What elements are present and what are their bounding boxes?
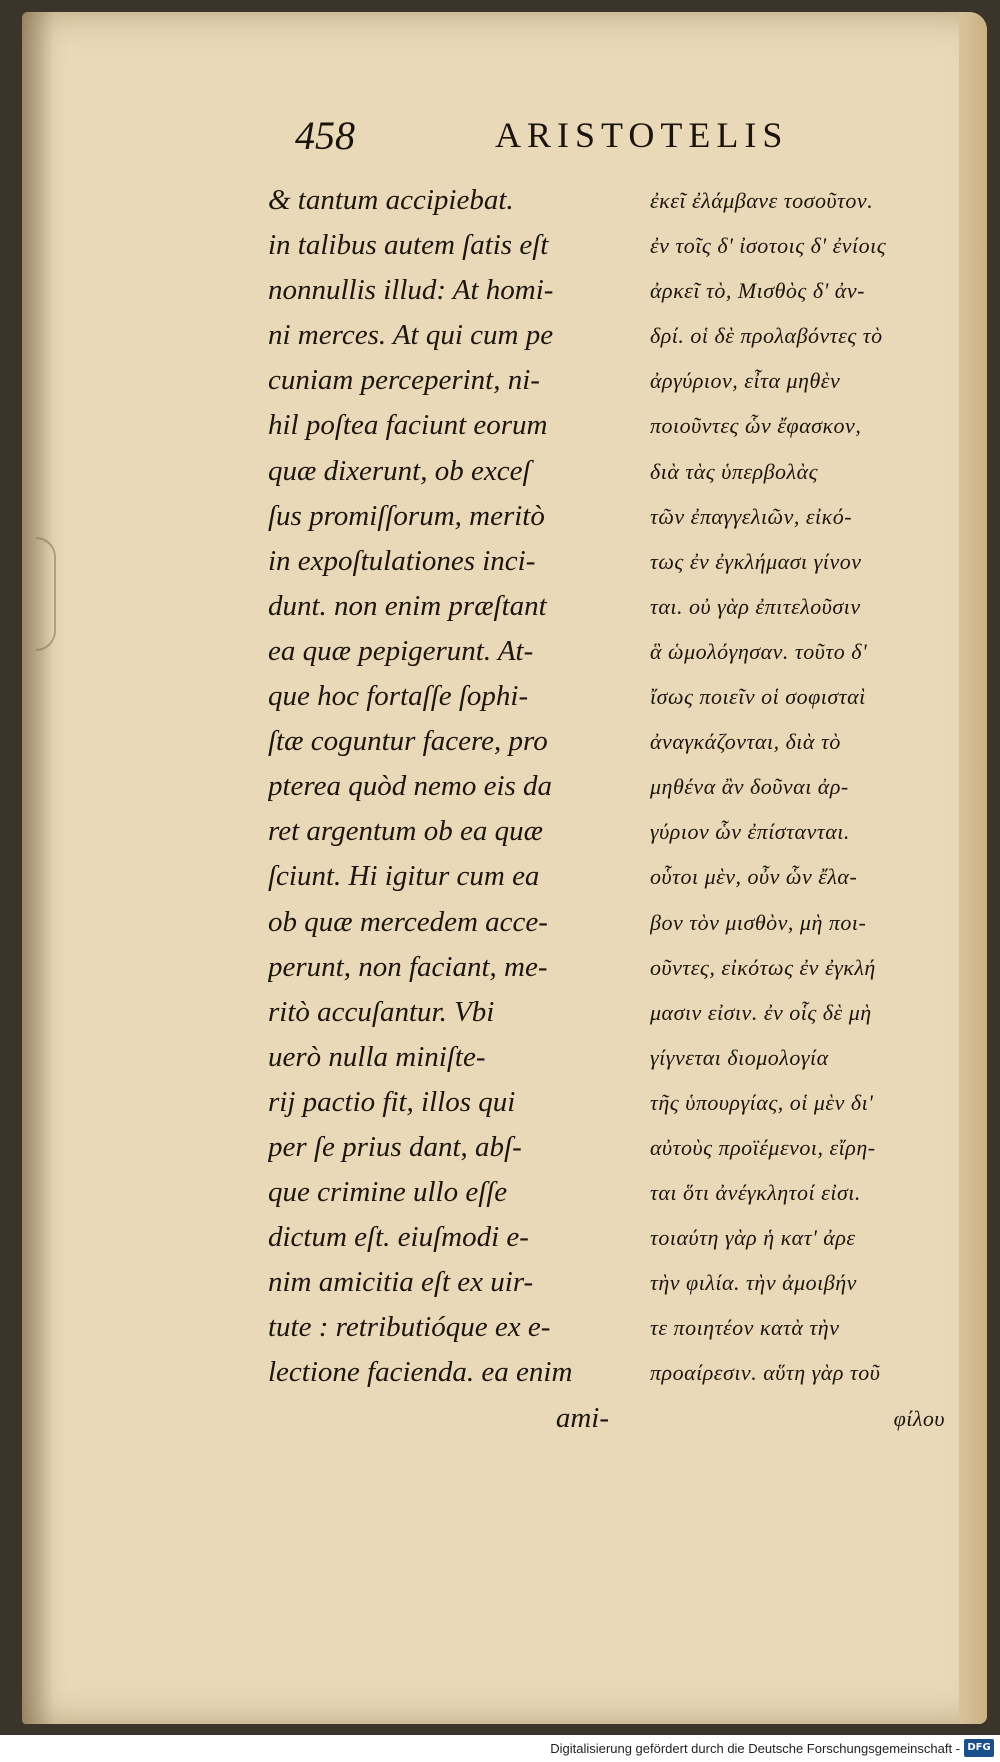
digitization-credit: Digitalisierung gefördert durch die Deutsche Forschungsgemeinschaft -	[550, 1741, 960, 1756]
latin-text-line: & tantum accipiebat.	[268, 184, 514, 216]
greek-text-line: οῦντες, εἰκότως ἐν ἐγκλή	[650, 954, 876, 980]
latin-text-line: perunt, non faciant, me-	[268, 950, 548, 983]
latin-text-line: lectione facienda. ea enim	[268, 1356, 573, 1389]
greek-text-catchword: φίλου	[893, 1405, 945, 1431]
greek-column	[650, 178, 955, 1441]
spine-shadow	[22, 12, 54, 1724]
latin-text-line: pterea quòd nemo eis da	[268, 770, 553, 803]
latin-text-line: dunt. non enim præſtant	[268, 589, 547, 622]
latin-text-line: ob quæ mercedem acce-	[268, 905, 548, 938]
latin-text-line: ret argentum ob ea quæ	[268, 815, 543, 848]
greek-text-line: προαίρεσιν. αὕτη γὰρ τοῦ	[650, 1360, 881, 1386]
greek-text-line: ἀναγκάζονται, διὰ τὸ	[650, 729, 841, 755]
page-number: 458	[295, 113, 355, 158]
greek-text-line: τε ποιητέον κατὰ τὴν	[650, 1315, 840, 1341]
greek-text-line: τως ἐν ἐγκλήμασι γίνον	[650, 548, 862, 574]
latin-text-line: nonnullis illud: At homi-	[268, 274, 554, 307]
latin-text-line: ſus promiſſorum, meritò	[268, 499, 545, 532]
greek-text-line: διὰ τὰς ὑπερβολὰς	[650, 458, 819, 484]
page-tab-mark	[36, 537, 56, 651]
dfg-logo: DFG	[964, 1739, 994, 1757]
latin-text-line: in expoſtulationes inci-	[268, 544, 536, 577]
latin-text-line: ni merces. At qui cum pe	[268, 319, 554, 352]
latin-text-line: nim amicitia eſt ex uir-	[268, 1266, 534, 1299]
greek-text-line: ἀργύριον, εἶτα μηθὲν	[650, 368, 841, 394]
greek-text-line: γύριον ὧν ἐπίστανται.	[650, 819, 850, 845]
greek-text-line: γίγνεται διομολογία	[650, 1044, 829, 1070]
latin-text-line: ſciunt. Hi igitur cum ea	[268, 860, 540, 893]
latin-column	[268, 178, 623, 1441]
latin-text-catchword: ami-	[555, 1401, 609, 1434]
latin-text-line: que hoc fortaſſe ſophi-	[268, 680, 529, 713]
latin-text-line: per ſe prius dant, abſ-	[268, 1130, 522, 1163]
greek-text-line: τῆς ὑπουργίας, οἱ μὲν δι'	[650, 1089, 874, 1115]
greek-text-line: ἐν τοῖς δ' ἰσοτοις δ' ἐνίοις	[650, 233, 887, 259]
latin-text-line: in talibus autem ſatis eſt	[268, 229, 549, 262]
greek-text-line: ποιοῦντες ὧν ἔφασκον,	[650, 413, 862, 439]
latin-text-line: hil poſtea faciunt eorum	[268, 409, 548, 442]
greek-text-line: ἀρκεῖ τὸ, Μισθὸς δ' ἀν-	[650, 278, 865, 304]
latin-text-line: tute : retributióque ex e-	[268, 1311, 551, 1344]
greek-text-line: βον τὸν μισθὸν, μὴ ποι-	[650, 909, 867, 935]
page-header	[295, 112, 855, 162]
greek-text-line: μηθένα ἂν δοῦναι ἀρ-	[650, 774, 849, 800]
latin-text-line: dictum eſt. eiuſmodi e-	[268, 1221, 529, 1254]
latin-text-line: ea quæ pepigerunt. At-	[268, 634, 534, 667]
greek-text-line: ται ὅτι ἀνέγκλητοί εἰσι.	[650, 1180, 861, 1206]
latin-text-line: ritò accuſantur. Vbi	[268, 995, 495, 1028]
latin-text-line: uerò nulla miniſte-	[268, 1040, 486, 1073]
greek-text-line: ἐκεῖ ἐλάμβανε τοσοῦτον.	[650, 188, 874, 213]
latin-text-line: rij pactio fit, illos qui	[268, 1085, 516, 1118]
running-title: ARISTOTELIS	[495, 115, 789, 155]
latin-text-line: ſtæ coguntur facere, pro	[268, 725, 548, 758]
greek-text-line: μασιν εἰσιν. ἐν οἷς δὲ μὴ	[650, 999, 872, 1025]
greek-text-line: ἴσως ποιεῖν οἱ σοφισταὶ	[650, 684, 866, 710]
latin-text-line: quæ dixerunt, ob exceſ	[268, 454, 531, 487]
greek-text-line: ται. οὐ γὰρ ἐπιτελοῦσιν	[650, 593, 861, 619]
greek-text-line: τοιαύτη γὰρ ἡ κατ' ἀρε	[650, 1225, 856, 1251]
latin-text-line: cuniam perceperint, ni-	[268, 364, 540, 397]
facing-page-edge	[959, 12, 987, 1724]
greek-text-line: δρί. οἱ δὲ προλαβόντες τὸ	[650, 323, 883, 349]
greek-text-line: αὐτοὺς προϊέμενοι, εἴρη-	[650, 1134, 876, 1160]
latin-text-line: que crimine ullo eſſe	[268, 1176, 508, 1209]
greek-text-line: τῶν ἐπαγγελιῶν, εἰκό-	[650, 503, 853, 529]
greek-text-line: οὗτοι μὲν, οὖν ὧν ἔλα-	[650, 864, 858, 890]
greek-text-line: τὴν φιλία. τὴν ἀμοιβήν	[650, 1270, 857, 1296]
greek-text-line: ἃ ὡμολόγησαν. τοῦτο δ'	[650, 638, 868, 664]
footer-bar	[0, 1735, 1000, 1762]
